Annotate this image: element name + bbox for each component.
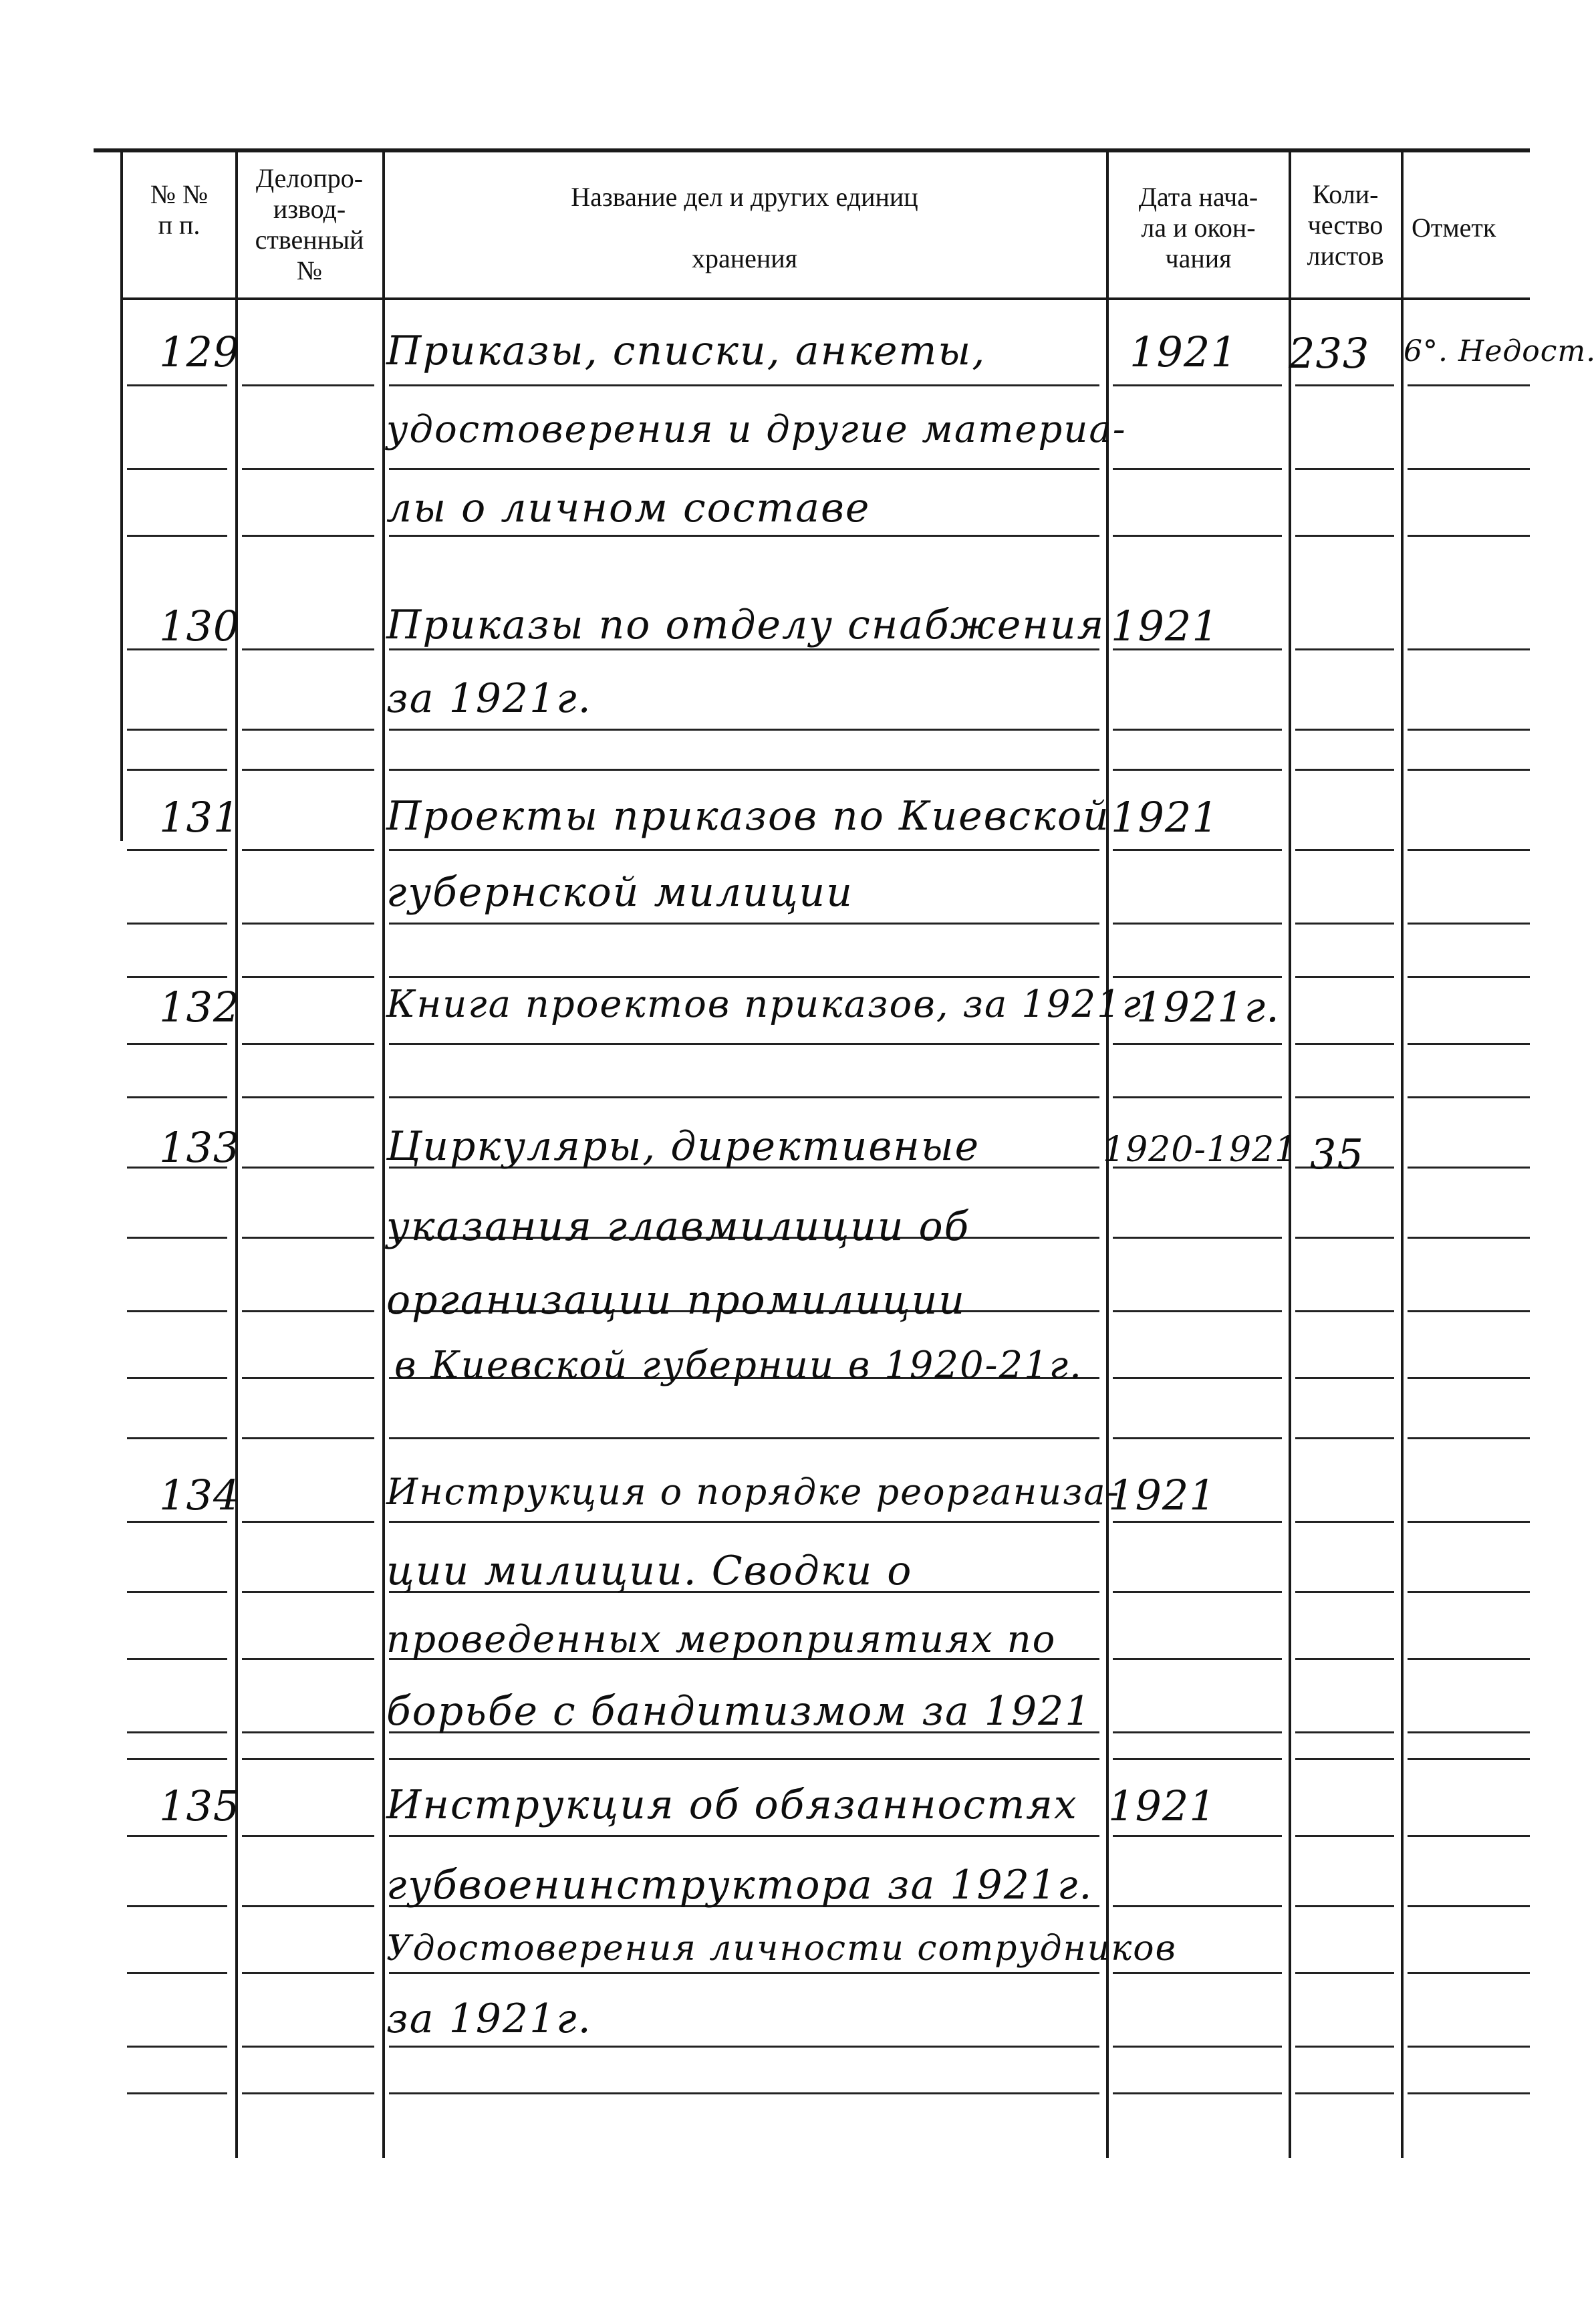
ruled-line	[1408, 648, 1530, 650]
ruled-line	[127, 1658, 227, 1660]
column-line	[120, 152, 123, 841]
ruled-line	[242, 1237, 374, 1239]
ruled-line	[127, 1043, 227, 1045]
ruled-line	[1113, 1835, 1282, 1837]
ruled-line	[127, 729, 227, 731]
entry-title-line: борьбе с бандитизмом за 1921	[386, 1688, 1092, 1735]
ruled-line	[242, 1043, 374, 1045]
ruled-line	[389, 468, 1099, 470]
ruled-line	[1113, 849, 1282, 851]
entry-title-line: организации промилиции	[386, 1277, 966, 1324]
ruled-line	[1408, 769, 1530, 771]
ruled-line	[1295, 769, 1394, 771]
entry-number: 130	[159, 602, 241, 650]
ruled-line	[127, 535, 227, 537]
ruled-line	[1295, 1096, 1394, 1098]
ruled-line	[1408, 1521, 1530, 1523]
ruled-line	[389, 1758, 1099, 1760]
ruled-line	[1408, 1377, 1530, 1379]
ruled-line	[1295, 535, 1394, 537]
ruled-line	[1113, 769, 1282, 771]
ruled-line	[1113, 1905, 1282, 1907]
entry-title-line: Удостоверения личности сотрудников	[386, 1929, 1177, 1969]
ruled-line	[242, 769, 374, 771]
entry-number: 132	[159, 983, 241, 1031]
ruled-line	[242, 1905, 374, 1907]
ruled-line	[1113, 1437, 1282, 1439]
entry-date: 1921	[1111, 793, 1219, 842]
ruled-line	[242, 849, 374, 851]
ruled-line	[1408, 2046, 1530, 2048]
ruled-line	[1295, 729, 1394, 731]
ruled-line	[389, 2092, 1099, 2094]
entry-date: 1920-1921	[1103, 1130, 1298, 1170]
ruled-line	[1408, 1437, 1530, 1439]
ruled-line	[1408, 1310, 1530, 1312]
ruled-line	[127, 1731, 227, 1733]
ruled-line	[389, 648, 1099, 650]
ruled-line	[242, 923, 374, 925]
ruled-line	[1113, 1377, 1282, 1379]
ruled-line	[1113, 1096, 1282, 1098]
ruled-line	[242, 1377, 374, 1379]
ruled-line	[1113, 2046, 1282, 2048]
table-top-border	[94, 148, 1530, 152]
entry-date: 1921	[1108, 1471, 1216, 1519]
entry-sheets: 35	[1310, 1130, 1364, 1179]
ruled-line	[242, 2092, 374, 2094]
ruled-line	[389, 1972, 1099, 1974]
ruled-line	[1408, 729, 1530, 731]
ruled-line	[1113, 384, 1282, 386]
ruled-line	[389, 729, 1099, 731]
ruled-line	[1295, 1237, 1394, 1239]
ruled-line	[1113, 1758, 1282, 1760]
entry-title-line: указания главмилиции об	[386, 1203, 970, 1250]
ruled-line	[242, 468, 374, 470]
ruled-line	[242, 1096, 374, 1098]
ruled-line	[1408, 1043, 1530, 1045]
ruled-line	[389, 849, 1099, 851]
ruled-line	[127, 1521, 227, 1523]
entry-date: 1921	[1111, 602, 1219, 650]
ruled-line	[1408, 1835, 1530, 1837]
ruled-line	[1295, 1731, 1394, 1733]
ruled-line	[1408, 1658, 1530, 1660]
ruled-line	[127, 1835, 227, 1837]
entry-title-line: лы о личном составе	[386, 485, 871, 531]
header-col-office-number: Делопро- извод- ственный №	[255, 163, 364, 285]
entry-title-line: удостоверения и другие материа-	[386, 408, 1127, 451]
ruled-line	[127, 384, 227, 386]
ruled-line	[242, 1835, 374, 1837]
ruled-line	[1113, 1658, 1282, 1660]
ruled-line	[389, 1835, 1099, 1837]
ruled-line	[1408, 535, 1530, 537]
ruled-line	[1295, 648, 1394, 650]
ruled-line	[127, 2092, 227, 2094]
entry-title-line: губернской милиции	[386, 869, 853, 916]
ruled-line	[127, 769, 227, 771]
ruled-line	[1295, 468, 1394, 470]
ruled-line	[127, 1310, 227, 1312]
ruled-line	[1295, 1377, 1394, 1379]
ruled-line	[1295, 2046, 1394, 2048]
ruled-line	[1295, 1437, 1394, 1439]
ruled-line	[1408, 1758, 1530, 1760]
header-col-dates: Дата нача- ла и окон- чания	[1138, 182, 1258, 273]
ruled-line	[1113, 1237, 1282, 1239]
ruled-line	[389, 1043, 1099, 1045]
ruled-line	[242, 1521, 374, 1523]
ruled-line	[127, 849, 227, 851]
entry-sheets: 233	[1289, 329, 1370, 378]
ruled-line	[242, 1167, 374, 1169]
ruled-line	[1408, 976, 1530, 978]
ruled-line	[1113, 976, 1282, 978]
header-col-sheets: Коли- чество листов	[1307, 179, 1384, 271]
ruled-line	[1408, 1096, 1530, 1098]
ruled-line	[1408, 923, 1530, 925]
ruled-line	[1408, 2092, 1530, 2094]
ruled-line	[242, 1758, 374, 1760]
column-line	[1401, 152, 1404, 2158]
ruled-line	[1113, 1972, 1282, 1974]
ruled-line	[242, 1310, 374, 1312]
ruled-line	[1113, 1591, 1282, 1593]
ruled-line	[127, 1237, 227, 1239]
entry-date: 1921г.	[1136, 983, 1280, 1031]
ruled-line	[242, 976, 374, 978]
ruled-line	[1408, 384, 1530, 386]
entry-title-line: Инструкция об обязанностях	[386, 1782, 1078, 1828]
ruled-line	[1295, 1835, 1394, 1837]
header-bottom-border	[120, 297, 1530, 300]
ruled-line	[1113, 1043, 1282, 1045]
ruled-line	[1295, 1758, 1394, 1760]
ruled-line	[1295, 1591, 1394, 1593]
ruled-line	[1408, 1167, 1530, 1169]
header-col-title: Название дел и других единиц хранения	[571, 182, 918, 273]
ruled-line	[1113, 468, 1282, 470]
ruled-line	[127, 923, 227, 925]
ruled-line	[389, 769, 1099, 771]
ruled-line	[242, 1731, 374, 1733]
ruled-line	[1408, 1237, 1530, 1239]
ruled-line	[1113, 1521, 1282, 1523]
entry-title-line: в Киевской губернии в 1920-21г.	[394, 1344, 1083, 1387]
ruled-line	[389, 976, 1099, 978]
ruled-line	[1113, 729, 1282, 731]
ruled-line	[127, 2046, 227, 2048]
ruled-line	[242, 1437, 374, 1439]
ruled-line	[1408, 1731, 1530, 1733]
header-col-number: № № п п.	[150, 179, 209, 240]
ruled-line	[1408, 1972, 1530, 1974]
ruled-line	[242, 648, 374, 650]
ruled-line	[1295, 849, 1394, 851]
ruled-line	[127, 468, 227, 470]
entry-title-line: Приказы по отделу снабжения	[386, 602, 1105, 648]
ruled-line	[1113, 2092, 1282, 2094]
ruled-line	[389, 1096, 1099, 1098]
entry-number: 134	[159, 1471, 241, 1519]
ruled-line	[127, 1377, 227, 1379]
ruled-line	[1295, 1310, 1394, 1312]
ruled-line	[242, 1591, 374, 1593]
ruled-line	[1113, 1310, 1282, 1312]
ruled-line	[389, 384, 1099, 386]
ruled-line	[389, 1521, 1099, 1523]
entry-title-line: губвоенинструктора за 1921г.	[386, 1862, 1093, 1909]
entry-number: 131	[159, 793, 241, 842]
column-line	[382, 152, 385, 2158]
ruled-line	[1295, 1043, 1394, 1045]
ruled-line	[1295, 1972, 1394, 1974]
ruled-line	[242, 729, 374, 731]
ruled-line	[1113, 535, 1282, 537]
ruled-line	[127, 1591, 227, 1593]
ruled-line	[127, 1972, 227, 1974]
ruled-line	[389, 535, 1099, 537]
entry-date: 1921	[1129, 328, 1238, 376]
ruled-line	[1295, 923, 1394, 925]
entry-number: 129	[159, 328, 241, 376]
entry-title-line: Циркуляры, директивные	[386, 1123, 980, 1170]
ruled-line	[1295, 1905, 1394, 1907]
entry-title-line: ции милиции. Сводки о	[386, 1548, 913, 1594]
entry-title-line: за 1921г.	[386, 675, 592, 722]
ruled-line	[1408, 1591, 1530, 1593]
entry-title-line: Проекты приказов по Киевской	[386, 793, 1110, 840]
ruled-line	[1408, 1905, 1530, 1907]
ruled-line	[389, 923, 1099, 925]
entry-title-line: проведенных мероприятиях по	[386, 1618, 1057, 1661]
ruled-line	[1295, 976, 1394, 978]
ruled-line	[127, 976, 227, 978]
entry-number: 133	[159, 1123, 241, 1172]
ruled-line	[127, 1096, 227, 1098]
header-col-notes: Отметк	[1412, 213, 1496, 243]
ruled-line	[1408, 849, 1530, 851]
ruled-line	[242, 535, 374, 537]
ruled-line	[1408, 468, 1530, 470]
entry-title-line: Инструкция о порядке реорганиза-	[386, 1471, 1120, 1513]
ruled-line	[242, 1658, 374, 1660]
ruled-line	[1295, 1658, 1394, 1660]
entry-number: 135	[159, 1782, 241, 1830]
ruled-line	[127, 1905, 227, 1907]
ruled-line	[1113, 923, 1282, 925]
entry-note: 6°. Недост.	[1404, 334, 1596, 368]
ruled-line	[242, 2046, 374, 2048]
ruled-line	[1295, 384, 1394, 386]
entry-title-line: Приказы, списки, анкеты,	[386, 328, 986, 374]
ruled-line	[242, 384, 374, 386]
ruled-line	[1295, 2092, 1394, 2094]
ruled-line	[1113, 1731, 1282, 1733]
ruled-line	[242, 1972, 374, 1974]
ruled-line	[127, 1758, 227, 1760]
ruled-line	[1295, 1521, 1394, 1523]
ruled-line	[389, 1437, 1099, 1439]
entry-title-line: Книга проектов приказов, за 1921г.	[386, 983, 1156, 1026]
ruled-line	[127, 1437, 227, 1439]
entry-title-line: за 1921г.	[386, 1995, 592, 2042]
entry-date: 1921	[1108, 1782, 1216, 1830]
ruled-line	[389, 2046, 1099, 2048]
